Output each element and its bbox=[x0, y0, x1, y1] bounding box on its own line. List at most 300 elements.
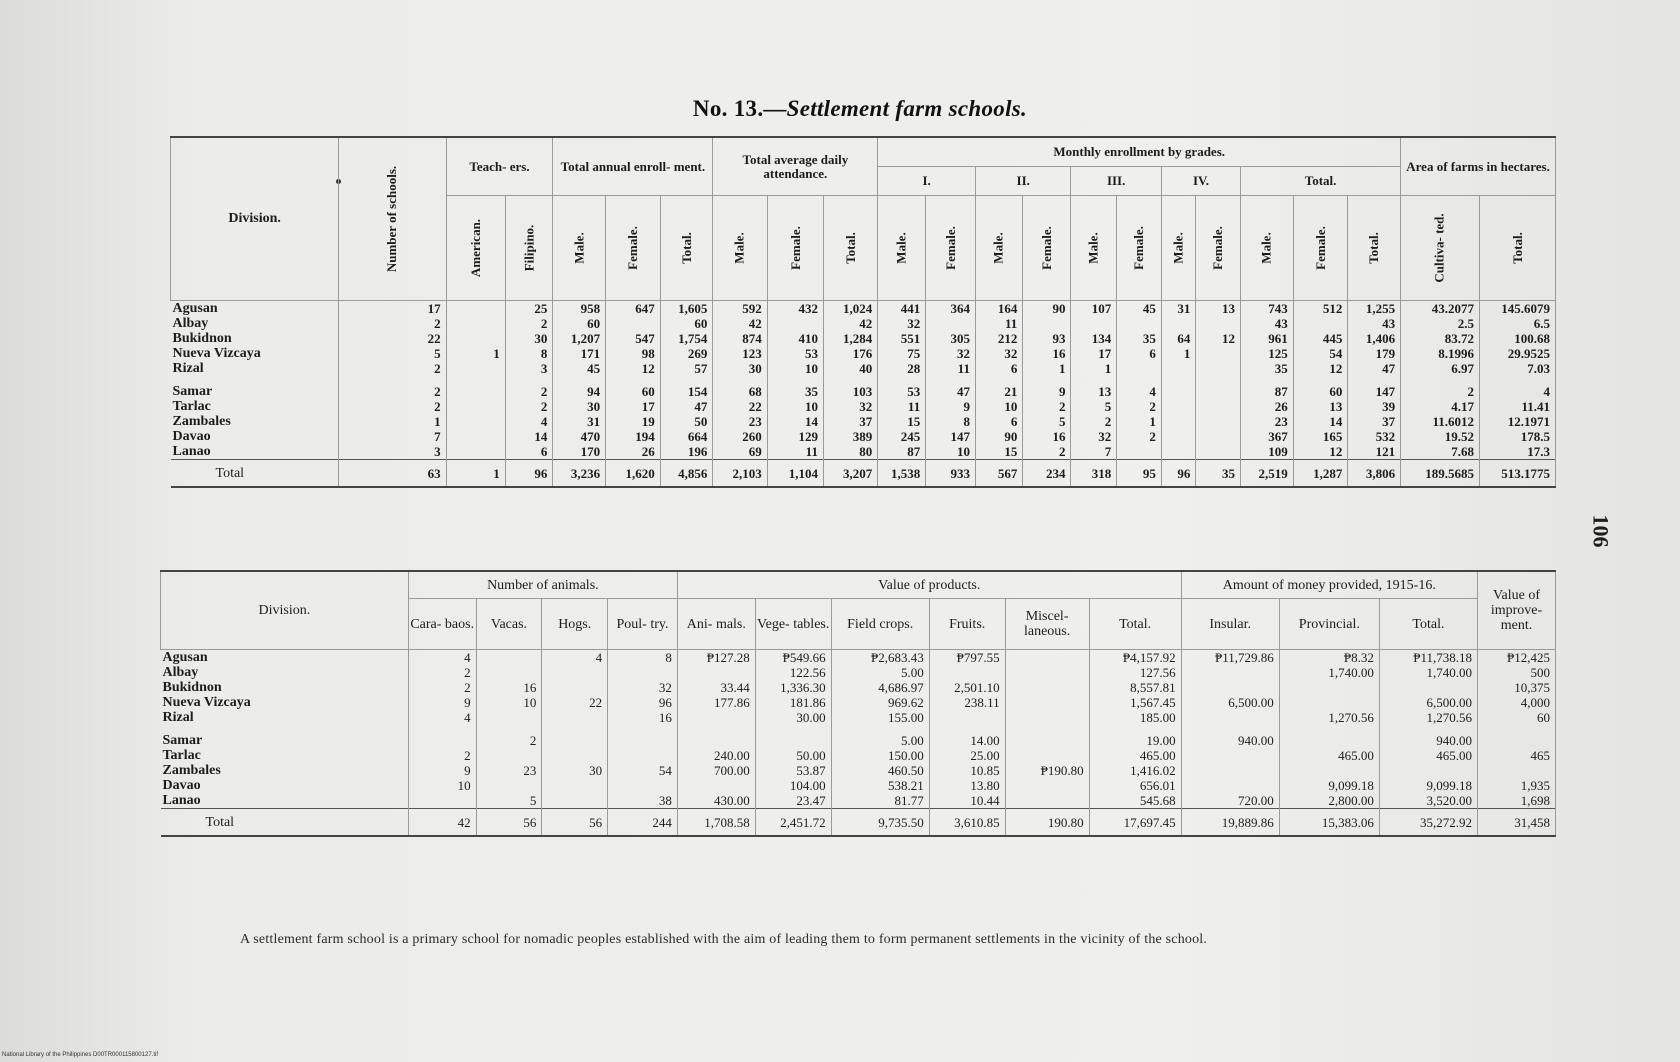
table-cell bbox=[542, 680, 608, 695]
total-cell: 189.5685 bbox=[1401, 460, 1480, 488]
table-cell: ₱11,738.18 bbox=[1379, 650, 1477, 666]
table-cell bbox=[1181, 763, 1279, 778]
table-cell: 50.00 bbox=[755, 748, 831, 763]
table-cell: 4.17 bbox=[1401, 399, 1480, 414]
table-cell: 5.00 bbox=[831, 665, 929, 680]
col-grade-i: I. bbox=[878, 167, 976, 196]
table-cell: 3,520.00 bbox=[1379, 793, 1477, 809]
table-cell: 545.68 bbox=[1089, 793, 1181, 809]
col-male: Male. bbox=[878, 196, 926, 301]
col-avg-daily: Total average daily attendance. bbox=[713, 137, 878, 196]
table-cell: 364 bbox=[926, 301, 976, 317]
table-cell: 4 bbox=[408, 650, 476, 666]
table-cell bbox=[1117, 444, 1162, 460]
table-cell: 2.5 bbox=[1401, 316, 1480, 331]
total-row bbox=[161, 809, 1556, 837]
col-products-total: Total. bbox=[1089, 599, 1181, 650]
total-cell: 35 bbox=[1196, 460, 1241, 488]
table-cell: 5.00 bbox=[831, 733, 929, 748]
total-cell: 17,697.45 bbox=[1089, 809, 1181, 837]
division-name: Bukidnon bbox=[161, 680, 409, 695]
row-gap bbox=[161, 725, 1556, 733]
col-fruits: Fruits. bbox=[929, 599, 1005, 650]
table-cell bbox=[542, 793, 608, 809]
col-total: Total. bbox=[1348, 196, 1401, 301]
table-cell: 94 bbox=[553, 384, 606, 399]
enrollment-body bbox=[171, 301, 1556, 488]
table-cell: 80 bbox=[823, 444, 877, 460]
table-cell: 7 bbox=[339, 429, 446, 444]
table-cell: 2,501.10 bbox=[929, 680, 1005, 695]
table-cell: 1 bbox=[1023, 361, 1071, 376]
total-cell: 35,272.92 bbox=[1379, 809, 1477, 837]
gap-cell bbox=[553, 376, 606, 384]
table-cell bbox=[1161, 384, 1195, 399]
col-grade-iii: III. bbox=[1071, 167, 1161, 196]
table-cell: 104.00 bbox=[755, 778, 831, 793]
table-cell: 123 bbox=[713, 346, 767, 361]
table-cell bbox=[677, 710, 755, 725]
table-cell bbox=[606, 316, 661, 331]
total-cell: 95 bbox=[1117, 460, 1162, 488]
total-cell: 1 bbox=[446, 460, 505, 488]
table-cell: 2 bbox=[476, 733, 542, 748]
table-cell: 19.00 bbox=[1089, 733, 1181, 748]
table-cell: 9 bbox=[408, 695, 476, 710]
table-row bbox=[171, 316, 1556, 331]
table-cell: 1 bbox=[1161, 346, 1195, 361]
table-cell bbox=[476, 650, 542, 666]
table-cell: 83.72 bbox=[1401, 331, 1480, 346]
table-cell: 165 bbox=[1293, 429, 1348, 444]
table-cell: 9 bbox=[926, 399, 976, 414]
table-cell: 31 bbox=[553, 414, 606, 429]
table-cell: 9,099.18 bbox=[1379, 778, 1477, 793]
table-cell bbox=[1478, 733, 1556, 748]
table-cell: 2 bbox=[408, 665, 476, 680]
table-cell: 969.62 bbox=[831, 695, 929, 710]
table-cell: 656.01 bbox=[1089, 778, 1181, 793]
table-cell: 1,284 bbox=[823, 331, 877, 346]
table-cell: 8,557.81 bbox=[1089, 680, 1181, 695]
table-cell: 35 bbox=[1241, 361, 1294, 376]
total-cell: 2,103 bbox=[713, 460, 767, 488]
table-cell: 16 bbox=[608, 710, 678, 725]
table-cell bbox=[446, 444, 505, 460]
col-grade-ii: II. bbox=[975, 167, 1071, 196]
table-cell: 512 bbox=[1293, 301, 1348, 317]
table-cell bbox=[929, 710, 1005, 725]
table-cell: 45 bbox=[1117, 301, 1162, 317]
table-cell: 171 bbox=[553, 346, 606, 361]
table-cell: 32 bbox=[975, 346, 1022, 361]
table-cell bbox=[1196, 429, 1241, 444]
table-cell: 6 bbox=[975, 361, 1022, 376]
table-cell: 2 bbox=[1023, 444, 1071, 460]
col-female: Female. bbox=[1117, 196, 1162, 301]
table-cell: 30 bbox=[542, 763, 608, 778]
division-name: Albay bbox=[171, 316, 339, 331]
division-name: Zambales bbox=[171, 414, 339, 429]
table-cell: 2 bbox=[1071, 414, 1117, 429]
table-cell: 465.00 bbox=[1279, 748, 1379, 763]
total-cell: 1,708.58 bbox=[677, 809, 755, 837]
total-cell: 96 bbox=[505, 460, 553, 488]
table-cell: 2 bbox=[1023, 399, 1071, 414]
table-cell: 13 bbox=[1196, 301, 1241, 317]
division-name: Tarlac bbox=[161, 748, 409, 763]
col-field-crops: Field crops. bbox=[831, 599, 929, 650]
table-cell: 17.3 bbox=[1479, 444, 1555, 460]
table-cell: 4 bbox=[1479, 384, 1555, 399]
total-cell: 234 bbox=[1023, 460, 1071, 488]
table-cell bbox=[1196, 414, 1241, 429]
table-cell: 31 bbox=[1161, 301, 1195, 317]
total-cell: 63 bbox=[339, 460, 446, 488]
table-cell bbox=[1279, 763, 1379, 778]
gap-cell bbox=[755, 725, 831, 733]
table-cell: 2 bbox=[1117, 399, 1162, 414]
division-name: Tarlac bbox=[171, 399, 339, 414]
division-name: Zambales bbox=[161, 763, 409, 778]
col-carabaos: Cara- baos. bbox=[408, 599, 476, 650]
table-cell: 10.85 bbox=[929, 763, 1005, 778]
table-cell bbox=[542, 733, 608, 748]
table-cell: ₱797.55 bbox=[929, 650, 1005, 666]
table-cell: 40 bbox=[823, 361, 877, 376]
total-cell: 1,104 bbox=[767, 460, 823, 488]
table-cell: 100.68 bbox=[1479, 331, 1555, 346]
col-male: Male. bbox=[1241, 196, 1294, 301]
table-cell bbox=[408, 793, 476, 809]
gap-cell bbox=[476, 725, 542, 733]
table-cell: 500 bbox=[1478, 665, 1556, 680]
table-cell bbox=[1279, 695, 1379, 710]
total-row bbox=[171, 460, 1556, 488]
table-cell bbox=[1117, 361, 1162, 376]
table-cell: 12 bbox=[1196, 331, 1241, 346]
table-cell bbox=[1196, 399, 1241, 414]
table-cell bbox=[1161, 414, 1195, 429]
table-cell: 5 bbox=[1071, 399, 1117, 414]
table-cell: 1,207 bbox=[553, 331, 606, 346]
table-cell: 42 bbox=[823, 316, 877, 331]
table-cell: 5 bbox=[476, 793, 542, 809]
table-cell bbox=[608, 665, 678, 680]
division-name: Samar bbox=[171, 384, 339, 399]
table-cell bbox=[542, 710, 608, 725]
gap-cell bbox=[1117, 376, 1162, 384]
table-cell: 940.00 bbox=[1181, 733, 1279, 748]
col-american: American. bbox=[446, 196, 505, 301]
table-cell: 109 bbox=[1241, 444, 1294, 460]
table-cell: 69 bbox=[713, 444, 767, 460]
gap-cell bbox=[823, 376, 877, 384]
table-cell: 16 bbox=[476, 680, 542, 695]
table-cell: 177.86 bbox=[677, 695, 755, 710]
total-cell: 15,383.06 bbox=[1279, 809, 1379, 837]
gap-cell bbox=[542, 725, 608, 733]
col-female: Female. bbox=[1293, 196, 1348, 301]
table-cell: 1 bbox=[1117, 414, 1162, 429]
table-cell: 9 bbox=[408, 763, 476, 778]
table-cell bbox=[1005, 793, 1089, 809]
table-cell: 68 bbox=[713, 384, 767, 399]
table-cell: 2,800.00 bbox=[1279, 793, 1379, 809]
table-row bbox=[161, 733, 1556, 748]
table-cell: 3 bbox=[505, 361, 553, 376]
table-cell: 64 bbox=[1161, 331, 1195, 346]
table-cell: 196 bbox=[660, 444, 713, 460]
table-cell bbox=[1005, 680, 1089, 695]
total-cell: 3,236 bbox=[553, 460, 606, 488]
division-name: Samar bbox=[161, 733, 409, 748]
division-name: Agusan bbox=[171, 301, 339, 317]
table-cell: 647 bbox=[606, 301, 661, 317]
table-cell: 10 bbox=[476, 695, 542, 710]
table-cell: ₱11,729.86 bbox=[1181, 650, 1279, 666]
table-cell: 103 bbox=[823, 384, 877, 399]
total-label: Total bbox=[161, 809, 409, 837]
table-cell: 26 bbox=[1241, 399, 1294, 414]
gap-cell bbox=[606, 376, 661, 384]
table-cell: 6 bbox=[505, 444, 553, 460]
table-cell: 129 bbox=[767, 429, 823, 444]
col-hogs: Hogs. bbox=[542, 599, 608, 650]
table-cell: 551 bbox=[878, 331, 926, 346]
table-cell: 121 bbox=[1348, 444, 1401, 460]
total-cell: 3,207 bbox=[823, 460, 877, 488]
table-cell: 47 bbox=[660, 399, 713, 414]
table-cell: 1,754 bbox=[660, 331, 713, 346]
table-row bbox=[171, 399, 1556, 414]
table-row bbox=[171, 331, 1556, 346]
total-cell: 567 bbox=[975, 460, 1022, 488]
table-cell: 25.00 bbox=[929, 748, 1005, 763]
table-cell: 47 bbox=[1348, 361, 1401, 376]
table-cell: 33.44 bbox=[677, 680, 755, 695]
col-male: Male. bbox=[553, 196, 606, 301]
table-cell: 53 bbox=[878, 384, 926, 399]
table-row bbox=[161, 710, 1556, 725]
table-cell: 13 bbox=[1293, 399, 1348, 414]
table-cell bbox=[1196, 361, 1241, 376]
table-cell: 13 bbox=[1071, 384, 1117, 399]
total-cell: 1,620 bbox=[606, 460, 661, 488]
table-cell: 35 bbox=[1117, 331, 1162, 346]
gap-cell bbox=[929, 725, 1005, 733]
table-cell bbox=[677, 733, 755, 748]
enrollment-table bbox=[170, 136, 1556, 488]
table-cell bbox=[608, 778, 678, 793]
products-body bbox=[161, 650, 1556, 837]
table-cell: 538.21 bbox=[831, 778, 929, 793]
gap-cell bbox=[1196, 376, 1241, 384]
table-cell: 592 bbox=[713, 301, 767, 317]
table-cell: 42 bbox=[713, 316, 767, 331]
table-cell: 9,099.18 bbox=[1279, 778, 1379, 793]
table-cell: 90 bbox=[975, 429, 1022, 444]
table-cell: ₱2,683.43 bbox=[831, 650, 929, 666]
table-cell: 28 bbox=[878, 361, 926, 376]
table-cell: 194 bbox=[606, 429, 661, 444]
table-cell: 1,740.00 bbox=[1279, 665, 1379, 680]
row-gap bbox=[171, 376, 1556, 384]
table-cell bbox=[446, 331, 505, 346]
table-cell: 961 bbox=[1241, 331, 1294, 346]
table-cell: 940.00 bbox=[1379, 733, 1477, 748]
table-cell bbox=[1196, 384, 1241, 399]
table-cell: 12.1971 bbox=[1479, 414, 1555, 429]
table-row bbox=[161, 680, 1556, 695]
table-cell: 470 bbox=[553, 429, 606, 444]
table-cell: ₱12,425 bbox=[1478, 650, 1556, 666]
table-cell: 164 bbox=[975, 301, 1022, 317]
table-cell: 19 bbox=[606, 414, 661, 429]
col-female: Female. bbox=[767, 196, 823, 301]
col-area: Area of farms in hectares. bbox=[1401, 137, 1556, 196]
table-cell bbox=[446, 429, 505, 444]
table-cell: 10 bbox=[926, 444, 976, 460]
table-cell bbox=[542, 665, 608, 680]
division-name: Rizal bbox=[171, 361, 339, 376]
table-cell bbox=[446, 316, 505, 331]
table-cell: 60 bbox=[606, 384, 661, 399]
table-cell: 93 bbox=[1023, 331, 1071, 346]
table-cell: 7.03 bbox=[1479, 361, 1555, 376]
table-cell bbox=[1181, 665, 1279, 680]
table-cell: 11 bbox=[975, 316, 1022, 331]
table-cell: 4,000 bbox=[1478, 695, 1556, 710]
gap-cell bbox=[660, 376, 713, 384]
table-cell: 1,255 bbox=[1348, 301, 1401, 317]
table-cell: 958 bbox=[553, 301, 606, 317]
table-cell bbox=[1117, 316, 1162, 331]
table-cell bbox=[1161, 429, 1195, 444]
table-cell: 127.56 bbox=[1089, 665, 1181, 680]
table-cell: 17 bbox=[339, 301, 446, 317]
table-cell bbox=[476, 710, 542, 725]
table-cell: 14.00 bbox=[929, 733, 1005, 748]
table-cell bbox=[542, 748, 608, 763]
table-cell: 38 bbox=[608, 793, 678, 809]
table-cell: 10,375 bbox=[1478, 680, 1556, 695]
table-cell: 32 bbox=[926, 346, 976, 361]
total-cell: 96 bbox=[1161, 460, 1195, 488]
table-cell: 154 bbox=[660, 384, 713, 399]
table-cell: 185.00 bbox=[1089, 710, 1181, 725]
table-cell: 700.00 bbox=[677, 763, 755, 778]
table-cell bbox=[446, 399, 505, 414]
table-cell: 11.41 bbox=[1479, 399, 1555, 414]
table-cell bbox=[1005, 650, 1089, 666]
table-cell: 10 bbox=[975, 399, 1022, 414]
total-cell: 190.80 bbox=[1005, 809, 1089, 837]
table-cell: 410 bbox=[767, 331, 823, 346]
page-number: 106 bbox=[1588, 514, 1614, 548]
col-teachers: Teach- ers. bbox=[446, 137, 553, 196]
table-cell: 30 bbox=[713, 361, 767, 376]
table-cell: 75 bbox=[878, 346, 926, 361]
table-cell bbox=[1379, 763, 1477, 778]
gap-cell bbox=[505, 376, 553, 384]
table-row bbox=[161, 778, 1556, 793]
col-female: Female. bbox=[926, 196, 976, 301]
table-cell: 4 bbox=[542, 650, 608, 666]
table-cell: 245 bbox=[878, 429, 926, 444]
gap-cell bbox=[831, 725, 929, 733]
table-cell: 1,740.00 bbox=[1379, 665, 1477, 680]
table-cell: 23.47 bbox=[755, 793, 831, 809]
table-cell bbox=[408, 733, 476, 748]
total-cell: 19,889.86 bbox=[1181, 809, 1279, 837]
table-row bbox=[161, 695, 1556, 710]
gap-cell bbox=[408, 725, 476, 733]
table-cell: 39 bbox=[1348, 399, 1401, 414]
gap-cell bbox=[339, 376, 446, 384]
table-cell: 29.9525 bbox=[1479, 346, 1555, 361]
table-cell: 269 bbox=[660, 346, 713, 361]
table-cell bbox=[446, 384, 505, 399]
table-cell: 155.00 bbox=[831, 710, 929, 725]
table-cell bbox=[1071, 316, 1117, 331]
table-cell: 260 bbox=[713, 429, 767, 444]
col-area-total: Total. bbox=[1479, 196, 1555, 301]
gap-cell bbox=[1023, 376, 1071, 384]
division-name: Bukidnon bbox=[171, 331, 339, 346]
col-vegetables: Vege- tables. bbox=[755, 599, 831, 650]
table-cell: 10 bbox=[767, 361, 823, 376]
division-name: Lanao bbox=[171, 444, 339, 460]
table-cell: 6,500.00 bbox=[1181, 695, 1279, 710]
library-stamp: National Library of the Philippines D00TR000115800127.tif bbox=[2, 1052, 158, 1058]
table-cell: 37 bbox=[1348, 414, 1401, 429]
table-cell: 2 bbox=[339, 361, 446, 376]
division-name: Davao bbox=[171, 429, 339, 444]
table-cell: 430.00 bbox=[677, 793, 755, 809]
total-cell: 3,806 bbox=[1348, 460, 1401, 488]
table-cell: 22 bbox=[542, 695, 608, 710]
table-cell bbox=[1181, 680, 1279, 695]
table-row bbox=[171, 384, 1556, 399]
col-provincial: Provincial. bbox=[1279, 599, 1379, 650]
total-cell: 56 bbox=[542, 809, 608, 837]
table-cell: 134 bbox=[1071, 331, 1117, 346]
table-cell bbox=[608, 748, 678, 763]
col-division: Division. bbox=[161, 571, 409, 650]
table-row bbox=[161, 763, 1556, 778]
table-cell: 664 bbox=[660, 429, 713, 444]
table-cell: 19.52 bbox=[1401, 429, 1480, 444]
table-cell: 874 bbox=[713, 331, 767, 346]
table-cell: 147 bbox=[926, 429, 976, 444]
col-total: Total. bbox=[660, 196, 713, 301]
table-cell bbox=[446, 301, 505, 317]
table-row bbox=[171, 444, 1556, 460]
table-cell: 1,024 bbox=[823, 301, 877, 317]
table-cell: 13.80 bbox=[929, 778, 1005, 793]
col-vacas: Vacas. bbox=[476, 599, 542, 650]
total-cell: 244 bbox=[608, 809, 678, 837]
total-cell: 42 bbox=[408, 809, 476, 837]
table-cell: 87 bbox=[878, 444, 926, 460]
table-cell: 1,406 bbox=[1348, 331, 1401, 346]
total-cell: 56 bbox=[476, 809, 542, 837]
page-title bbox=[160, 96, 1560, 122]
gap-cell bbox=[608, 725, 678, 733]
table-cell bbox=[1379, 680, 1477, 695]
col-filipino: Filipino. bbox=[505, 196, 553, 301]
